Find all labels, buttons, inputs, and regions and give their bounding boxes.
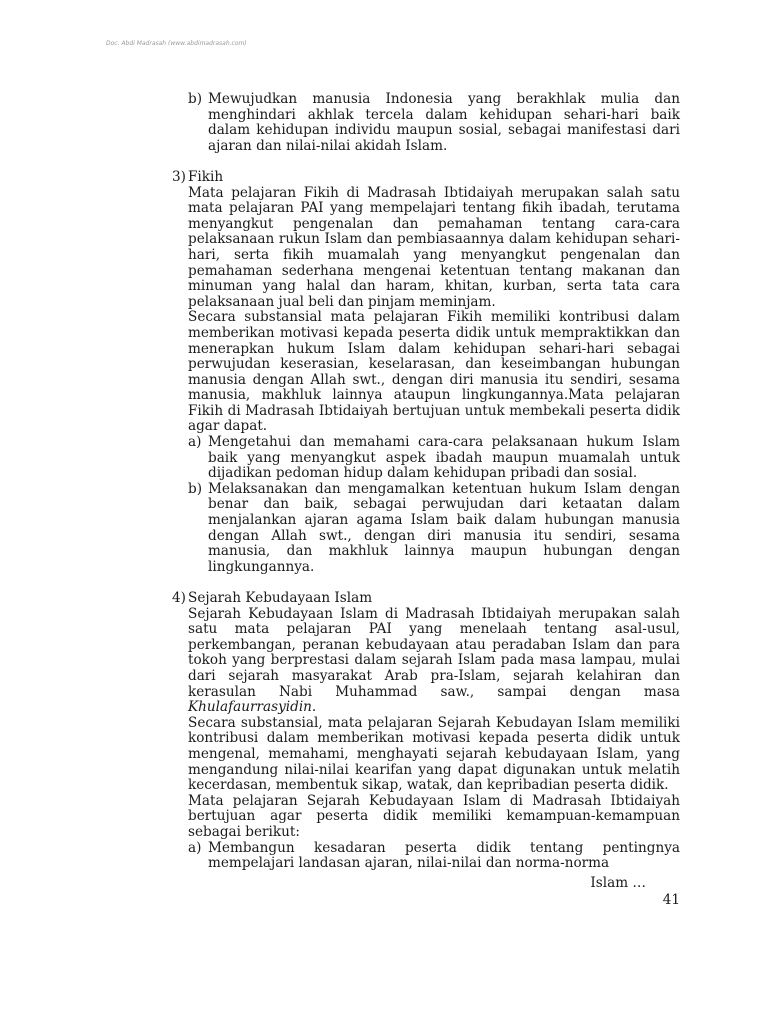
- section-heading: Fikih: [188, 168, 224, 185]
- paragraph: Secara substansial mata pelajaran Fikih memiliki kontribusi dalam memberikan motivasi kepada peserta didik untuk mempraktikkan dan menerapkan hukum Islam dalam kehidupan sehari-hari sebagai perwujudan keserasian, keselarasan, dan keseimbangan hubungan manusia dengan Allah swt., dengan diri manusia itu sendiri, sesama manusia, makhluk lainnya ataupun lingkungannya.Mata pelajaran Fikih di Madrasah Ibtidaiyah bertujuan untuk membekali peserta didik agar dapat.: [188, 309, 680, 435]
- list-item: [188, 482, 680, 576]
- section-fikih: [172, 170, 680, 575]
- paragraph: Sejarah Kebudayaan Islam di Madrasah Ibtidaiyah merupakan salah satu mata pelajaran PAI yang menelaah tentang asal-usul, perkembangan, peranan kebudayaan atau peradaban Islam dan para tokoh yang berprestasi dalam sejarah Islam pada masa lampau, mulai dari sejarah masyarakat Arab pra-Islam, sejarah kelahiran dan kerasulan Nabi Muhammad saw., sampai dengan masa Khulafaurrasyidin.: [188, 605, 680, 716]
- list-item: [188, 841, 680, 872]
- paragraph: Mata pelajaran Sejarah Kebudayaan Islam di Madrasah Ibtidaiyah bertujuan agar peserta didik memiliki kemampuan-kemampuan sebagai berikut:: [188, 792, 680, 840]
- page-number: 41: [662, 892, 680, 909]
- section-heading: Sejarah Kebudayaan Islam: [188, 590, 373, 606]
- continuation-catchword: Islam …: [590, 874, 646, 891]
- paragraph: Mata pelajaran Fikih di Madrasah Ibtidaiyah merupakan salah satu mata pelajaran PAI yang mempelajari tentang fikih ibadah, terutama menyangkut pengenalan dan pemahaman tentang cara-cara pelaksanaan rukun Islam dan pembiasaannya dalam kehidupan sehari-hari, serta fikih muamalah yang menyangkut pengenalan dan pemahaman sederhana mengenai ketentuan tentang makanan dan minuman yang halal dan haram, khitan, kurban, serta tata cara pelaksanaan jual beli dan pinjam meminjam.: [188, 184, 680, 310]
- document-source-note: Doc. Abdi Madrasah (www.abdimadrasah.com): [106, 40, 247, 47]
- list-item: [188, 435, 680, 482]
- list-item-text: Mengetahui dan memahami cara-cara pelaksanaan hukum Islam baik yang menyangkut aspek ibadah maupun muamalah untuk dijadikan pedoman hidup dalam kehidupan pribadi dan sosial.: [208, 434, 680, 482]
- italic-term: Khulafaurrasyidin: [188, 699, 312, 716]
- list-item-text: Membangun kesadaran peserta didik tentang pentingnya mempelajari landasan ajaran, nilai-nilai dan norma-norma: [208, 839, 680, 872]
- list-marker: b): [188, 91, 203, 107]
- list-marker: b): [188, 480, 203, 497]
- page-content: [172, 92, 680, 909]
- section-marker: 3): [172, 168, 186, 185]
- list-item-text: Mewujudkan manusia Indonesia yang berakhlak mulia dan menghindari akhlak tercela dalam kehidupan sehari-hari baik dalam kehidupan individu maupun sosial, sebagai manifestasi dari ajaran dan nilai-nilai akidah Islam.: [208, 91, 680, 154]
- paragraph: Secara substansial, mata pelajaran Sejarah Kebudayan Islam memiliki kontribusi dalam memberikan motivasi kepada peserta didik untuk mengenal, memahami, menghayati sejarah kebudayaan Islam, yang mengandung nilai-nilai kearifan yang dapat digunakan untuk melatih kecerdasan, membentuk sikap, watak, dan kepribadian peserta didik.: [188, 714, 680, 794]
- list-item-intro-b: [188, 92, 680, 154]
- list-marker: a): [188, 434, 202, 451]
- section-sejarah-kebudayaan-islam: [172, 591, 680, 872]
- list-marker: a): [188, 839, 202, 856]
- list-item-text: Melaksanakan dan mengamalkan ketentuan hukum Islam dengan benar dan baik, sebagai perwujudan dari ketaatan dalam menjalankan ajaran agama Islam baik dalam hubungan manusia dengan Allah swt., dengan diri manusia itu sendiri, sesama manusia, dan makhluk lainnya maupun hubungan dengan lingkungannya.: [208, 480, 680, 575]
- section-marker: 4): [172, 590, 186, 606]
